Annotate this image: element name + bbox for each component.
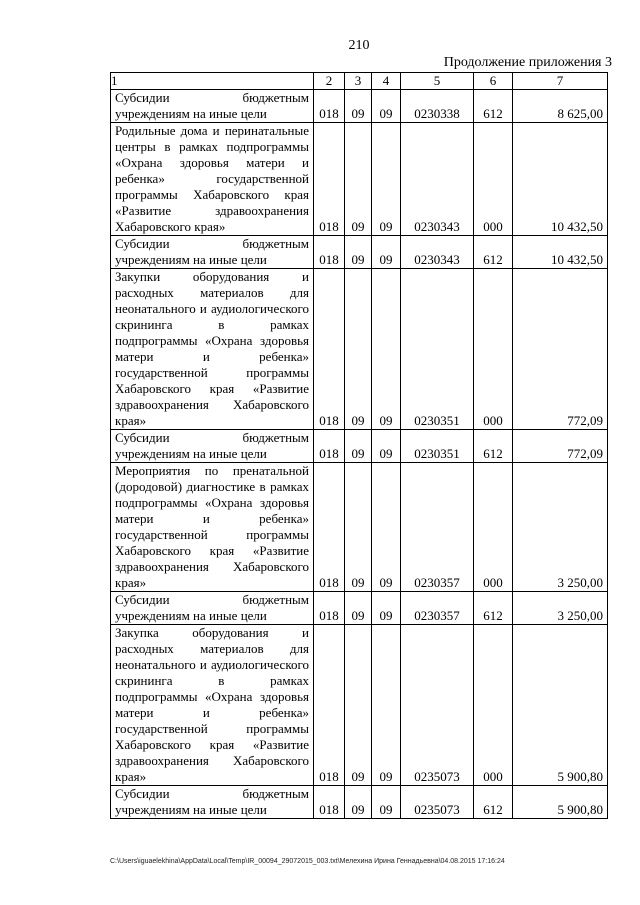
- row-cell-7: 772,09: [513, 269, 608, 430]
- continuation-label: Продолжение приложения 3: [443, 55, 612, 70]
- row-cell-6: 000: [474, 269, 513, 430]
- row-cell-7: 5 900,80: [513, 625, 608, 786]
- header-cell-6: 6: [474, 73, 513, 90]
- table-row: [111, 430, 608, 463]
- row-description: Субсидии бюджетным учреждениям на иные цели: [111, 786, 314, 819]
- row-cell-3: 09: [345, 90, 372, 123]
- row-cell-5: 0230351: [401, 269, 474, 430]
- row-cell-4: 09: [372, 592, 401, 625]
- table-row: [111, 625, 608, 786]
- row-cell-3: 09: [345, 430, 372, 463]
- row-description: Закупки оборудования и расходных материалов для неонатального и аудиологического скрининга в рамках подпрограммы «Охрана здоровья матери и ребенка» государственной программы Хабаровского края «Развитие здравоохранения Хабаровского края»: [111, 269, 314, 430]
- row-cell-3: 09: [345, 463, 372, 592]
- row-cell-2: 018: [314, 786, 345, 819]
- row-cell-5: 0235073: [401, 625, 474, 786]
- row-cell-4: 09: [372, 269, 401, 430]
- table-row: [111, 592, 608, 625]
- row-cell-5: 0230343: [401, 236, 474, 269]
- row-description: Субсидии бюджетным учреждениям на иные цели: [111, 430, 314, 463]
- row-description: Родильные дома и перинатальные центры в рамках подпрограммы «Охрана здоровья матери и ребенка» государственной программы Хабаровского края «Развитие здравоохранения Хабаровского края»: [111, 123, 314, 236]
- table-row: [111, 123, 608, 236]
- row-cell-6: 612: [474, 90, 513, 123]
- row-cell-4: 09: [372, 786, 401, 819]
- row-description: Субсидии бюджетным учреждениям на иные цели: [111, 90, 314, 123]
- row-cell-6: 000: [474, 463, 513, 592]
- row-cell-4: 09: [372, 463, 401, 592]
- row-cell-6: 000: [474, 123, 513, 236]
- footer-path: C:\Users\iguaelekhina\AppData\Local\Temp\IR_00094_29072015_003.txt\Мелехина Ирина Геннадьевна\04.08.2015 17:16:24: [110, 858, 505, 865]
- budget-table: [110, 72, 608, 819]
- table-header-row: [111, 73, 608, 90]
- row-cell-3: 09: [345, 592, 372, 625]
- row-cell-6: 000: [474, 625, 513, 786]
- row-cell-2: 018: [314, 592, 345, 625]
- row-cell-5: 0235073: [401, 786, 474, 819]
- row-cell-3: 09: [345, 625, 372, 786]
- row-cell-5: 0230357: [401, 592, 474, 625]
- row-cell-5: 0230338: [401, 90, 474, 123]
- row-cell-3: 09: [345, 269, 372, 430]
- row-cell-3: 09: [345, 236, 372, 269]
- header-cell-3: 3: [345, 73, 372, 90]
- row-cell-6: 612: [474, 786, 513, 819]
- row-cell-5: 0230351: [401, 430, 474, 463]
- row-cell-2: 018: [314, 430, 345, 463]
- row-cell-7: 3 250,00: [513, 463, 608, 592]
- row-cell-7: 5 900,80: [513, 786, 608, 819]
- row-description: Мероприятия по пренатальной (дородовой) диагностике в рамках подпрограммы «Охрана здоровья матери и ребенка» государственной программы Хабаровского края «Развитие здравоохранения Хабаровского края»: [111, 463, 314, 592]
- row-cell-4: 09: [372, 430, 401, 463]
- table-row: [111, 463, 608, 592]
- row-cell-2: 018: [314, 625, 345, 786]
- row-cell-3: 09: [345, 123, 372, 236]
- row-cell-4: 09: [372, 625, 401, 786]
- header-cell-5: 5: [401, 73, 474, 90]
- row-cell-7: 772,09: [513, 430, 608, 463]
- row-cell-2: 018: [314, 123, 345, 236]
- header-cell-4: 4: [372, 73, 401, 90]
- row-cell-3: 09: [345, 786, 372, 819]
- row-cell-6: 612: [474, 430, 513, 463]
- row-cell-4: 09: [372, 236, 401, 269]
- header-cell-7: 7: [513, 73, 608, 90]
- row-cell-6: 612: [474, 236, 513, 269]
- row-cell-2: 018: [314, 463, 345, 592]
- row-cell-2: 018: [314, 236, 345, 269]
- row-cell-7: 8 625,00: [513, 90, 608, 123]
- row-cell-2: 018: [314, 90, 345, 123]
- header-cell-2: 2: [314, 73, 345, 90]
- row-cell-7: 10 432,50: [513, 123, 608, 236]
- table-row: [111, 90, 608, 123]
- row-cell-6: 612: [474, 592, 513, 625]
- row-cell-7: 3 250,00: [513, 592, 608, 625]
- table-row: [111, 236, 608, 269]
- row-cell-2: 018: [314, 269, 345, 430]
- table-row: [111, 269, 608, 430]
- row-cell-5: 0230357: [401, 463, 474, 592]
- row-cell-7: 10 432,50: [513, 236, 608, 269]
- row-description: Субсидии бюджетным учреждениям на иные цели: [111, 592, 314, 625]
- table-row: [111, 786, 608, 819]
- row-cell-5: 0230343: [401, 123, 474, 236]
- row-cell-4: 09: [372, 123, 401, 236]
- row-description: Закупка оборудования и расходных материалов для неонатального и аудиологического скрининга в рамках подпрограммы «Охрана здоровья матери и ребенка» государственной программы Хабаровского края «Развитие здравоохранения Хабаровского края»: [111, 625, 314, 786]
- page-number: 210: [348, 38, 370, 53]
- header-cell-1: 1: [111, 73, 314, 90]
- row-cell-4: 09: [372, 90, 401, 123]
- row-description: Субсидии бюджетным учреждениям на иные цели: [111, 236, 314, 269]
